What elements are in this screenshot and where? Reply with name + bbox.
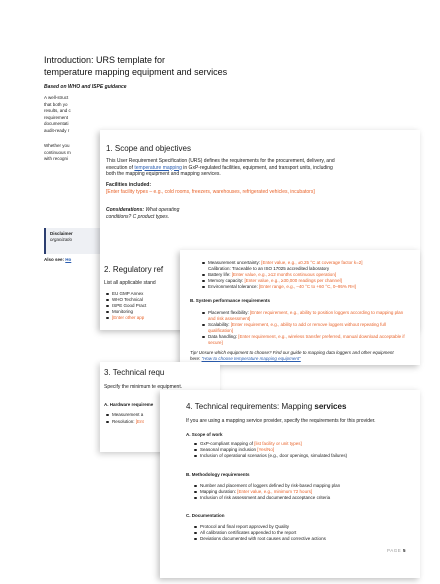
intro-paragraph-1: A well-struct that both yo results, and c requirement documentati audit-ready r [44, 95, 71, 133]
based-on-label: Based on WHO and ISPE guidance [44, 84, 127, 90]
facilities-label: Facilities included: [106, 182, 152, 188]
regulatory-item: [Enter other app [112, 315, 145, 320]
scope-item [200, 447, 274, 452]
item-value: [Enter value, e.g., minimum 72 hours] [237, 489, 313, 494]
also-see-label: Also see: [44, 257, 65, 262]
section-3-title: 3. Technical requ [104, 368, 165, 377]
memory-capacity-item [208, 278, 408, 284]
section-4-subtitle: If you are using a mapping service provider, specify the requirements for this provider. [186, 418, 376, 424]
scalability-item [208, 322, 408, 333]
section-1-intro [106, 158, 336, 178]
regulatory-item: WHO Technical [112, 297, 143, 302]
page-title [44, 54, 344, 78]
item-value: [Enter value, e.g., ≥30,000 readings per channel] [244, 278, 342, 283]
battery-life-item [208, 272, 408, 278]
section-3-subtitle: Specify the minimum te equipment. [104, 384, 183, 390]
item-value: [Enter value, e.g., ≥12 months continuous operation] [231, 272, 337, 277]
scope-of-work-heading: A. Scope of work [186, 432, 223, 437]
calibration-item: Calibration: Traceable to an ISO 17025 accredited laboratory [208, 266, 330, 271]
page-label: PAGE [387, 548, 402, 553]
considerations-text: What operating conditions? C product types. [106, 207, 180, 220]
methodology-item [200, 483, 340, 488]
item-value: [Enter requirement, e.g., ability to add or remove loggers without repeating full qualification] [208, 322, 386, 333]
hardware-item: Measurement a [112, 412, 144, 417]
item-label: Memory capacity: [208, 278, 244, 283]
item-label: Mapping duration: [200, 489, 238, 494]
regulatory-item: EU GMP Annex [112, 291, 144, 296]
methodology-heading: B. Methodology requirements [186, 472, 250, 477]
considerations-label: Considerations: [106, 207, 145, 213]
regulatory-item: ISPE Good Pract [112, 303, 147, 308]
system-performance-heading: B. System performance requirements [190, 298, 271, 303]
documentation-heading: C. Documentation [186, 513, 225, 518]
title-line-1: Introduction: URS template for [44, 55, 166, 65]
document-page-technical-cont [180, 250, 420, 365]
documentation-item: All calibration certificates appended to the report [200, 530, 297, 535]
item-label: Battery life: [208, 272, 231, 277]
section-2-title: 2. Regulatory ref [104, 265, 164, 274]
also-see [44, 257, 71, 262]
page-num: 5 [402, 548, 406, 553]
documentation-item: Deviations documented with root causes and corrective actions [200, 536, 326, 541]
item-value: [Ent [135, 419, 144, 424]
documentation-item: Protocol and final report approved by Quality [200, 524, 290, 529]
scope-item [200, 453, 347, 458]
intro-paragraph-2: Whether you continuous m with recogni [44, 143, 71, 161]
title-plain: 4. Technical requirements: Mapping [186, 402, 315, 411]
section-4-title [186, 402, 346, 411]
title-line-2: temperature mapping equipment and services [44, 67, 228, 77]
item-value: [list facility or unit types] [254, 441, 302, 446]
title-bold: services [314, 402, 347, 411]
disclaimer-box [44, 228, 106, 254]
item-label: Environmental tolerance: [208, 284, 258, 289]
tip-text: Tip! Unsure which equipment to choose? Find our guide to mapping data loggers and other equipment here: [190, 350, 394, 361]
item-label: Inclusion of risk assessment and documented acceptance criteria [200, 495, 331, 500]
hardware-item [112, 419, 144, 424]
facilities-value: [Enter facility types – e.g., cold rooms, freezers, warehouses, refrigerated vehicles, incubators] [106, 189, 315, 195]
equipment-tip [190, 350, 400, 362]
section-1-title: 1. Scope and objectives [106, 144, 191, 153]
item-value: [Enter requirement, e.g., ability to position loggers according to mapping plan and risk assessment] [208, 310, 404, 321]
item-label: Placement flexibility: [208, 310, 249, 315]
item-label: Scalability: [208, 322, 230, 327]
data-handling-item [208, 334, 408, 345]
measurement-uncertainty-item [208, 260, 408, 266]
intro-text-b: delivery, and execution of [106, 158, 335, 171]
document-page-services [160, 390, 420, 578]
equipment-guide-link[interactable]: "How to choose temperature mapping equipment" [201, 356, 301, 361]
temperature-mapping-link[interactable]: temperature mapping [134, 164, 182, 171]
intro-text-c: in GxP-regulated facilities, equipment, [181, 164, 268, 171]
item-label: Seasonal mapping inclusion [200, 447, 258, 452]
disclaimer-label: Disclaimer [50, 231, 73, 236]
item-value: [Enter value, e.g., ±0.25 °C at coverage factor k=2] [261, 260, 363, 265]
also-see-link[interactable]: Ho [65, 257, 72, 262]
item-value: [Enter range, e.g., –40 °C to +60 °C, 0–95% RH] [259, 284, 356, 289]
methodology-item [200, 489, 312, 494]
item-label: Data handling: [208, 334, 238, 339]
regulatory-item-cont: Monitoring [112, 309, 134, 314]
item-value: [Enter requirement, e.g., wireless transfer preferred, manual download acceptable if secure] [208, 334, 405, 345]
item-label: Inclusion of operational scenarios (e.g., door openings, simulated failures) [200, 453, 348, 458]
hardware-heading: A. Hardware requireme [104, 402, 154, 407]
item-label: Resolution: [112, 419, 136, 424]
intro-text-d: and transport units, including both the mapping equipment and mapping services. [106, 164, 333, 177]
section-2-subtitle: List all applicable stand [104, 280, 156, 286]
disclaimer-text: organizatio [50, 237, 73, 242]
item-value: [Yes/No] [257, 447, 275, 452]
considerations [106, 207, 206, 220]
scope-item [200, 441, 302, 446]
item-label: Number and placement of loggers defined by risk-based mapping plan [200, 483, 341, 488]
env-tolerance-item [208, 284, 408, 290]
placement-item [208, 310, 408, 321]
item-label: GxP-compliant mapping of [200, 441, 255, 446]
intro-text-a: This User Requirement Specification (URS) defines the requirements for the procurement, [106, 158, 306, 164]
item-label: Measurement uncertainty: [208, 260, 261, 265]
methodology-item [200, 495, 330, 500]
page-number [387, 548, 406, 553]
